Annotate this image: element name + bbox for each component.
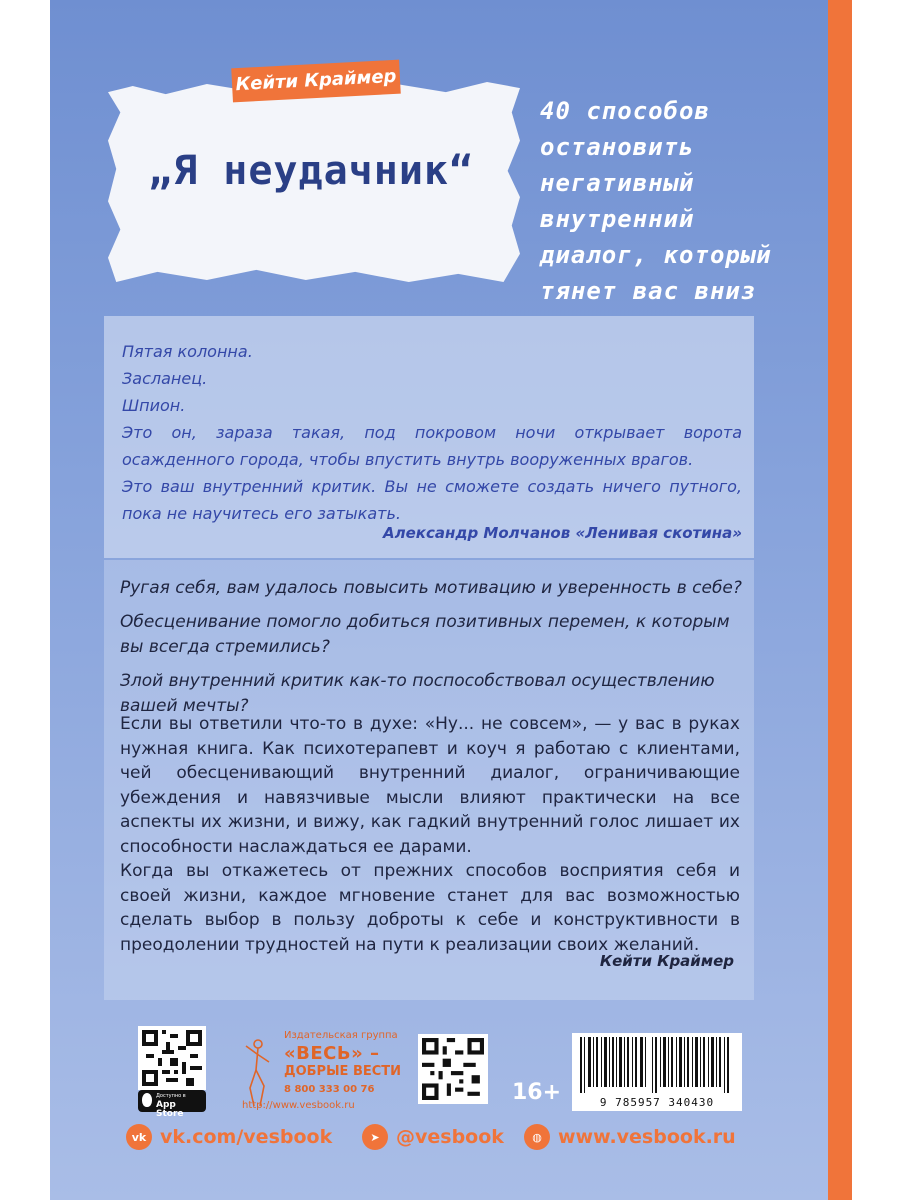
- qr-icon: [142, 1030, 202, 1086]
- question: Обесценивание помогло добиться позитивных перемен, к которым вы всегда стремились?: [120, 612, 730, 657]
- epigraph-text: [122, 338, 742, 527]
- appstore-label: App Store: [156, 1100, 184, 1119]
- vk-icon: vk: [126, 1124, 152, 1150]
- epigraph-line: Засланец.: [122, 369, 208, 388]
- epigraph-line: Это он, зараза такая, под покровом ночи открывает ворота осажденного города, чтобы впустить внутрь вооруженных врагов.: [122, 423, 742, 469]
- website-link-label: www.vesbook.ru: [558, 1126, 736, 1148]
- subtitle-line: остановить: [540, 133, 695, 161]
- barcode-icon: [580, 1037, 734, 1093]
- publisher-tagline: ДОБРЫЕ ВЕСТИ: [284, 1064, 402, 1079]
- social-links-row: [126, 1122, 746, 1152]
- author-signature: Кейти Краймер: [599, 952, 734, 970]
- telegram-icon: ➤: [362, 1124, 388, 1150]
- epigraph-line: Шпион.: [122, 396, 186, 415]
- question: Злой внутренний критик как-то поспособствовал осуществлению вашей мечты?: [120, 671, 715, 716]
- vk-link-label: vk.com/vesbook: [160, 1126, 333, 1148]
- telegram-link[interactable]: [362, 1122, 504, 1152]
- publisher-group-label: Издательская группа: [284, 1030, 398, 1041]
- subtitle-line: 40 способов: [540, 97, 710, 125]
- book-subtitle: [540, 93, 820, 309]
- globe-icon: ◍: [524, 1124, 550, 1150]
- publisher-logo: [242, 1030, 412, 1112]
- epigraph-line: Это ваш внутренний критик. Вы не сможете создать ничего путного, пока не научитесь его затыкать.: [122, 477, 742, 523]
- isbn-number: 9 785957 340430: [599, 1096, 715, 1109]
- isbn-barcode: [572, 1033, 742, 1111]
- website-link[interactable]: [524, 1122, 736, 1152]
- questions-block: [120, 576, 745, 728]
- apple-icon: [142, 1093, 152, 1107]
- description-paragraph: Если вы ответили что-то в духе: «Ну... не совсем», — у вас в руках нужная книга. Как психотерапевт и коуч я работаю с клиентами, чей обесценивающий внутренний диалог, ограничивающие убеждения и навязчивые мысли влияют практически на все аспекты их жизни, и вижу, как гадкий внутренний голос лишает их способности наслаждаться ее дарами.: [120, 714, 740, 857]
- vk-link[interactable]: [126, 1122, 332, 1152]
- epigraph-source: Александр Молчанов «Ленивая скотина»: [383, 524, 742, 542]
- appstore-small-label: Доступно в: [156, 1093, 186, 1099]
- description-text: [120, 712, 740, 957]
- subtitle-line: внутренний: [540, 205, 695, 233]
- subtitle-line: негативный: [540, 169, 695, 197]
- publisher-name: «ВЕСЬ» –: [284, 1043, 380, 1064]
- telegram-link-label: @vesbook: [396, 1126, 504, 1148]
- qr-icon: [422, 1038, 484, 1100]
- publisher-phone: 8 800 333 00 76: [284, 1084, 375, 1095]
- publisher-url[interactable]: http://www.vesbook.ru: [242, 1100, 355, 1111]
- question: Ругая себя, вам удалось повысить мотивацию и уверенность в себе?: [120, 578, 742, 598]
- subtitle-line: тянет вас вниз: [540, 277, 757, 305]
- author-tag: Кейти Краймер: [231, 60, 401, 103]
- publisher-qr-code[interactable]: [418, 1034, 488, 1104]
- subtitle-line: диалог, который: [540, 241, 772, 269]
- description-paragraph: Когда вы откажетесь от прежних способов восприятия себя и своей жизни, каждое мгновение станет для вас возможностью сделать выбор в пользу доброты к себе и конструктивности в преодолении трудностей на пути к реализации своих желаний.: [120, 861, 740, 955]
- age-rating: 16+: [512, 1080, 562, 1105]
- orange-spine-strip: [828, 0, 852, 1200]
- epigraph-line: Пятая колонна.: [122, 342, 253, 361]
- appstore-badge[interactable]: [138, 1090, 206, 1119]
- book-title: „Я неудачник“: [148, 148, 475, 194]
- appstore-qr-code[interactable]: [138, 1026, 206, 1090]
